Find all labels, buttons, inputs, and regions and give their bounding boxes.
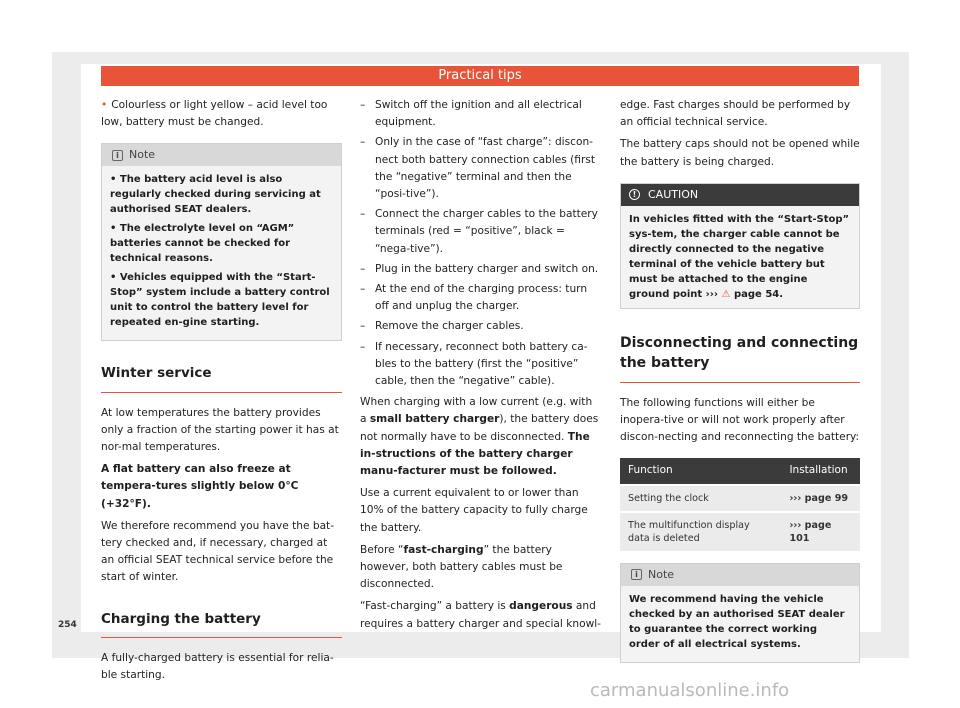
caution-page-link[interactable]: page 54. (733, 288, 784, 300)
text-run: and requires a battery charger and special knowl- (360, 600, 601, 630)
text-run-bold: The in-structions of the battery charger manu-facturer must be followed. (360, 430, 590, 478)
info-icon: i (112, 150, 123, 161)
low-current-paragraph (360, 394, 601, 480)
info-icon: i (631, 569, 642, 580)
note-box (620, 563, 860, 663)
table-header-row (620, 458, 860, 484)
note-title: Note (648, 567, 675, 581)
text-run-bold: dangerous (509, 600, 573, 613)
charging-step: – Switch off the ignition and all electrical equipment. (360, 97, 601, 131)
page-number: 254 (58, 620, 77, 630)
winter-warning: A flat battery can also freeze at tempera-tures slightly below 0°C (+32°F). (101, 463, 299, 510)
table-cell: Setting the clock (620, 485, 781, 512)
table-header-installation: Installation (781, 458, 860, 484)
note-box (101, 143, 342, 341)
caution-header (621, 184, 859, 206)
charging-step: – If necessary, reconnect both battery ca-bles to the battery (first the “positive” cable, then the “negative” cable). (360, 339, 601, 391)
text-run: ” the battery however, both battery cables must be disconnected. (360, 543, 563, 591)
note-header (621, 564, 859, 586)
note-title: Note (129, 148, 156, 162)
acid-level-bullet (101, 97, 342, 131)
charging-intro: A fully-charged battery is essential for relia-ble starting. (101, 651, 334, 682)
column-3 (620, 97, 860, 673)
danger-paragraph (360, 598, 601, 632)
knowledge-paragraph: edge. Fast charges should be performed by an official technical service. (620, 99, 851, 129)
charging-step: – Plug in the battery charger and switch on. (360, 261, 601, 278)
text-run-bold: fast-charging (403, 543, 484, 556)
note-header (102, 144, 341, 166)
caution-text: In vehicles fitted with the “Start-Stop” sys-tem, the charger cable cannot be directly connected to the negative terminal of the vehicle battery but must be attached to the engine ground point ››› (629, 213, 850, 300)
page-link[interactable]: ››› page 101 (781, 512, 860, 551)
column-1 (101, 97, 342, 689)
caution-title: CAUTION (648, 187, 699, 201)
table-header-function: Function (620, 458, 781, 484)
exclamation-icon: ! (629, 189, 640, 200)
charging-step: – Only in the case of “fast charge”: discon-nect both battery connection cables (first the “negative” terminal and then the “posi-tive”). (360, 134, 601, 203)
section-header: Practical tips (101, 66, 859, 86)
current-paragraph: Use a current equivalent to or lower than 10% of the battery capacity to fully charge the battery. (360, 487, 588, 534)
functions-table (620, 458, 860, 550)
caution-box (620, 183, 860, 309)
watermark: carmanualsonline.info (590, 680, 790, 701)
column-2 (360, 97, 601, 638)
acid-level-text: Colourless or light yellow – acid level too low, battery must be changed. (101, 99, 328, 129)
page-link[interactable]: ››› page 99 (781, 485, 860, 512)
note-item: • Vehicles equipped with the “Start-Stop” system include a battery control unit to control the battery level for repeated en-gine starting. (110, 270, 333, 330)
text-run: When charging with a low current (e.g. with a (360, 396, 593, 426)
charging-step: – Connect the charger cables to the battery terminals (red = “positive”, black = “nega-tive”). (360, 206, 601, 258)
winter-paragraph: At low temperatures the battery provides only a fraction of the starting power it has at nor-mal temperatures. (101, 406, 339, 454)
text-run: ), the battery does not normally have to be disconnected. (360, 413, 599, 443)
winter-recommendation: We therefore recommend you have the bat-tery checked and, if necessary, charged at an official SEAT technical service before the start of winter. (101, 519, 335, 584)
note-body (621, 586, 859, 662)
fast-charging-paragraph (360, 542, 601, 594)
disconnecting-paragraph: The following functions will either be inopera-tive or will not work properly after discon-necting and reconnecting the battery: (620, 396, 860, 444)
table-row (620, 512, 860, 551)
charging-step: – Remove the charger cables. (360, 318, 601, 335)
winter-service-heading: Winter service (101, 365, 342, 392)
table-cell: The multifunction display data is deleted (620, 512, 781, 551)
warning-triangle-icon: ⚠ (721, 288, 731, 300)
charging-step: – At the end of the charging process: turn off and unplug the charger. (360, 281, 601, 315)
disconnecting-heading: Disconnecting and connecting the battery (620, 333, 860, 383)
text-run: “Fast-charging” a battery is (360, 600, 510, 613)
note-item: • The electrolyte level on “AGM” batteries cannot be checked for technical reasons. (110, 221, 333, 266)
charging-heading: Charging the battery (101, 611, 342, 638)
text-run: Before “ (360, 543, 404, 556)
text-run-bold: small battery charger (369, 413, 500, 426)
caution-body (621, 206, 859, 308)
note-text: We recommend having the vehicle checked by an authorised SEAT dealer to guarantee the correct working order of all electrical systems. (629, 593, 845, 650)
note-item: • The battery acid level is also regularly checked during servicing at authorised SEAT dealers. (110, 172, 333, 217)
caps-paragraph: The battery caps should not be opened while the battery is being charged. (620, 138, 860, 168)
table-row (620, 485, 860, 512)
note-body (102, 166, 341, 340)
